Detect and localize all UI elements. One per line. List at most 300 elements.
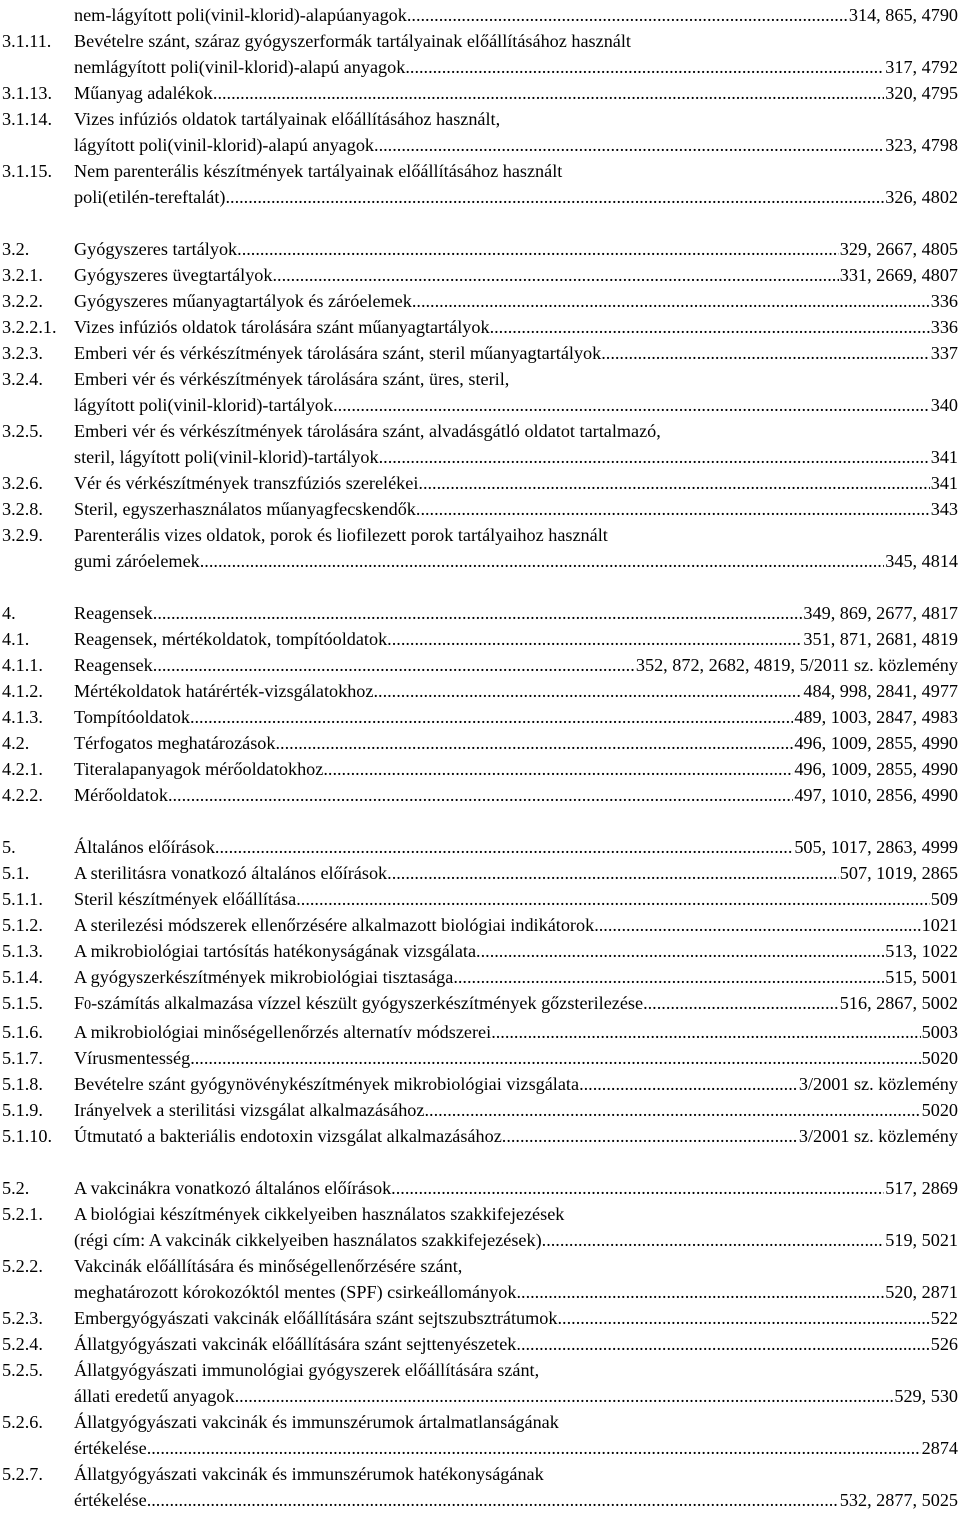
section-number: 5.2.4. — [2, 1334, 43, 1354]
entry-content — [74, 834, 958, 860]
section-title: nemlágyított poli(vinil-klorid)-alapú anyagok — [74, 57, 406, 77]
section-number: 5.1.9. — [2, 1100, 43, 1120]
toc-line — [2, 1357, 958, 1383]
toc-entry — [2, 340, 958, 366]
page-numbers: 516, 2867, 5002 — [839, 993, 958, 1013]
entry-content — [74, 80, 958, 106]
dot-leader — [147, 1487, 839, 1513]
section-title: (régi cím: A vakcinák cikkelyeiben használatos szakkifejezések) — [74, 1230, 542, 1250]
dot-leader — [200, 548, 885, 574]
dot-leader — [153, 652, 635, 678]
toc-entry — [2, 80, 958, 106]
entry-content — [74, 548, 958, 574]
dot-leader — [643, 990, 839, 1016]
section-number: 3.2.1. — [2, 265, 43, 285]
toc-line — [2, 730, 958, 756]
toc-line — [2, 756, 958, 782]
toc-line — [2, 1461, 958, 1487]
toc-line — [2, 1487, 958, 1513]
toc-entry — [2, 314, 958, 340]
toc-line — [2, 1435, 958, 1461]
toc-line — [2, 522, 958, 548]
dot-leader — [168, 782, 793, 808]
dot-leader — [476, 938, 884, 964]
section-number: 4.1.1. — [2, 655, 43, 675]
section-title: nem-lágyított poli(vinil-klorid)-alapúanyagok — [74, 5, 407, 25]
toc-line — [2, 886, 958, 912]
section-title: Vizes infúziós oldatok tartályainak előállításához használt, — [74, 109, 501, 129]
page-numbers: 517, 2869 — [885, 1178, 958, 1198]
section-title: Gyógyszeres üvegtartályok — [74, 265, 273, 285]
section-title: értékelése — [74, 1438, 147, 1458]
entry-content — [74, 340, 958, 366]
page-numbers: 314, 865, 4790 — [848, 5, 958, 25]
entry-content — [74, 964, 958, 990]
toc-entry — [2, 1357, 958, 1409]
toc-line — [2, 1045, 958, 1071]
toc-entry — [2, 756, 958, 782]
entry-content — [74, 132, 958, 158]
page-numbers: 341 — [930, 473, 958, 493]
section-number: 3.2.6. — [2, 473, 43, 493]
entry-content — [74, 626, 958, 652]
toc-line — [2, 340, 958, 366]
toc-entry — [2, 1071, 958, 1097]
toc-line — [2, 782, 958, 808]
page-numbers: 329, 2667, 4805 — [839, 239, 958, 259]
toc-entry — [2, 288, 958, 314]
toc-entry — [2, 782, 958, 808]
dot-leader — [418, 470, 929, 496]
toc-entry — [2, 912, 958, 938]
section-number: 4.2. — [2, 733, 30, 753]
entry-content — [74, 54, 958, 80]
section-title: Mérőoldatok — [74, 785, 168, 805]
section-number: 5.1.7. — [2, 1048, 43, 1068]
toc-line — [2, 392, 958, 418]
entry-content — [74, 2, 958, 28]
section-number: 5.2.2. — [2, 1256, 43, 1276]
section-title: steril, lágyított poli(vinil-klorid)-tartályok — [74, 447, 379, 467]
section-number: 3.1.13. — [2, 83, 53, 103]
toc-entry — [2, 28, 958, 80]
section-title: A mikrobiológiai tartósítás hatékonyságának vizsgálata — [74, 941, 477, 961]
toc-line — [2, 1071, 958, 1097]
section-title: gumi záróelemek — [74, 551, 200, 571]
section-number: 3.2.8. — [2, 499, 43, 519]
toc-line — [2, 990, 958, 1019]
toc-line — [2, 548, 958, 574]
toc-entry — [2, 1253, 958, 1305]
entry-content — [74, 444, 958, 470]
dot-leader — [516, 1331, 929, 1357]
entry-content — [74, 418, 958, 444]
section-number: 5.2.7. — [2, 1464, 43, 1484]
page-numbers: 513, 1022 — [885, 941, 958, 961]
toc-line — [2, 496, 958, 522]
page-numbers: 345, 4814 — [885, 551, 958, 571]
section-number: 5.2. — [2, 1178, 30, 1198]
entry-content — [74, 366, 958, 392]
section-title: Vizes infúziós oldatok tárolására szánt műanyagtartályok — [74, 317, 490, 337]
section-title: lágyított poli(vinil-klorid)-tartályok — [74, 395, 334, 415]
toc-entry — [2, 236, 958, 262]
entry-content — [74, 860, 958, 886]
toc-line — [2, 80, 958, 106]
section-title: Bevételre szánt gyógynövénykészítmények mikrobiológiai vizsgálata — [74, 1074, 580, 1094]
section-number: 5.2.3. — [2, 1308, 43, 1328]
section-title: A sterilitásra vonatkozó általános előírások — [74, 863, 388, 883]
toc-line — [2, 1305, 958, 1331]
toc-entry — [2, 1201, 958, 1253]
section-number: 4.1.2. — [2, 681, 43, 701]
section-title: Nem parenterális készítmények tartályainak előállításához használt — [74, 161, 563, 181]
entry-content — [74, 1175, 958, 1201]
page-numbers: 3/2001 sz. közlemény — [798, 1126, 958, 1146]
section-spacer — [2, 808, 958, 834]
toc-entry — [2, 522, 958, 574]
section-title: Gyógyszeres tartályok — [74, 239, 238, 259]
toc-entry — [2, 1461, 958, 1513]
section-number: 5.1.2. — [2, 915, 43, 935]
entry-content — [74, 522, 958, 548]
section-title: Reagensek — [74, 603, 153, 623]
section-title: Steril készítmények előállítása — [74, 889, 297, 909]
section-title: lágyított poli(vinil-klorid)-alapú anyagok — [74, 135, 375, 155]
page-numbers: 519, 5021 — [885, 1230, 958, 1250]
entry-content — [74, 782, 958, 808]
toc-line — [2, 1409, 958, 1435]
page-numbers: 532, 2877, 5025 — [839, 1490, 958, 1510]
section-spacer — [2, 1149, 958, 1175]
toc-entry — [2, 158, 958, 210]
section-title: Állatgyógyászati vakcinák és immunszérumok ártalmatlanságának — [74, 1412, 559, 1432]
toc-line — [2, 158, 958, 184]
toc-entry — [2, 1409, 958, 1461]
section-number: 4.2.2. — [2, 785, 43, 805]
section-title: értékelése — [74, 1490, 147, 1510]
section-number: 3.2.5. — [2, 421, 43, 441]
dot-leader — [276, 730, 794, 756]
page-numbers: 520, 2871 — [885, 1282, 958, 1302]
toc-entry — [2, 886, 958, 912]
entry-content — [74, 912, 958, 938]
page-numbers: 5003 — [921, 1022, 958, 1042]
section-number: 4. — [2, 603, 16, 623]
section-title: F — [74, 993, 85, 1013]
page-numbers: 331, 2669, 4807 — [839, 265, 958, 285]
entry-content — [74, 158, 958, 184]
section-title: Mértékoldatok határérték-vizsgálatokhoz — [74, 681, 374, 701]
section-number: 3.2.9. — [2, 525, 43, 545]
page-numbers: 323, 4798 — [885, 135, 958, 155]
page-numbers: 352, 872, 2682, 4819, 5/2011 sz. közlemény — [635, 655, 958, 675]
toc-line — [2, 366, 958, 392]
page-numbers: 526 — [930, 1334, 958, 1354]
section-title: Vírusmentesség — [74, 1048, 191, 1068]
page-numbers: 489, 1003, 2847, 4983 — [794, 707, 958, 727]
page-numbers: 337 — [930, 343, 958, 363]
page-numbers: 3/2001 sz. közlemény — [798, 1074, 958, 1094]
toc-line — [2, 1331, 958, 1357]
toc-entry — [2, 262, 958, 288]
entry-content — [74, 288, 958, 314]
section-title: Emberi vér és vérkészítmények tárolására szánt, üres, steril, — [74, 369, 510, 389]
section-title: Steril, egyszerhasználatos műanyagfecskendők — [74, 499, 416, 519]
dot-leader — [424, 1097, 920, 1123]
dot-leader — [579, 1071, 798, 1097]
dot-leader — [147, 1435, 921, 1461]
page-numbers: 484, 998, 2841, 4977 — [803, 681, 958, 701]
section-title: Reagensek, mértékoldatok, tompítóoldatok — [74, 629, 388, 649]
page-numbers: 326, 4802 — [885, 187, 958, 207]
page-numbers: 507, 1019, 2865 — [839, 863, 958, 883]
toc-line — [2, 28, 958, 54]
toc-line — [2, 938, 958, 964]
dot-leader — [323, 756, 793, 782]
entry-content — [74, 886, 958, 912]
toc-entry — [2, 964, 958, 990]
section-spacer — [2, 210, 958, 236]
section-title: Térfogatos meghatározások — [74, 733, 276, 753]
toc-line — [2, 1383, 958, 1409]
entry-content — [74, 1227, 958, 1253]
section-title: állati eredetű anyagok — [74, 1386, 235, 1406]
page-numbers: 496, 1009, 2855, 4990 — [794, 733, 958, 753]
dot-leader — [490, 314, 930, 340]
dot-leader — [453, 964, 884, 990]
section-title: Általános előírások — [74, 837, 215, 857]
entry-content — [74, 1019, 958, 1045]
entry-content — [74, 1331, 958, 1357]
page-numbers: 336 — [930, 291, 958, 311]
section-number: 4.1.3. — [2, 707, 43, 727]
toc-line — [2, 626, 958, 652]
toc-entry — [2, 678, 958, 704]
page-numbers: 317, 4792 — [885, 57, 958, 77]
dot-leader — [516, 1279, 884, 1305]
toc-line — [2, 54, 958, 80]
section-number: 3.1.11. — [2, 31, 52, 51]
entry-content — [74, 392, 958, 418]
toc-entry — [2, 834, 958, 860]
section-number: 5.1.8. — [2, 1074, 43, 1094]
section-title: meghatározott kórokozóktól mentes (SPF) csirkeállományok — [74, 1282, 517, 1302]
page-numbers: 2874 — [921, 1438, 958, 1458]
toc-line — [2, 288, 958, 314]
toc-line — [2, 1279, 958, 1305]
section-number: 4.2.1. — [2, 759, 43, 779]
section-title: Emberi vér és vérkészítmények tárolására szánt, steril műanyagtartályok — [74, 343, 602, 363]
page-numbers: 5020 — [921, 1048, 958, 1068]
page-numbers: 320, 4795 — [885, 83, 958, 103]
section-number: 5.1.1. — [2, 889, 43, 909]
section-title: A vakcinákra vonatkozó általános előírások — [74, 1178, 392, 1198]
dot-leader — [601, 340, 929, 366]
entry-content — [74, 756, 958, 782]
dot-leader — [333, 392, 930, 418]
toc-line — [2, 470, 958, 496]
toc-line — [2, 678, 958, 704]
dot-leader — [558, 1305, 930, 1331]
dot-leader — [190, 1045, 920, 1071]
toc-entry — [2, 1305, 958, 1331]
toc-entry — [2, 1175, 958, 1201]
entry-content — [74, 314, 958, 340]
dot-leader — [407, 2, 848, 28]
dot-leader — [594, 912, 920, 938]
section-title: Állatgyógyászati vakcinák előállítására szánt sejttenyészetek — [74, 1334, 517, 1354]
toc-entry — [2, 366, 958, 418]
entry-content — [74, 1461, 958, 1487]
entry-content — [74, 236, 958, 262]
entry-content — [74, 1487, 958, 1513]
toc-line — [2, 132, 958, 158]
page-numbers: 340 — [930, 395, 958, 415]
section-title: Bevételre szánt, száraz gyógyszerformák tartályainak előállításához használt — [74, 31, 631, 51]
page-numbers: 341 — [930, 447, 958, 467]
section-title: A sterilezési módszerek ellenőrzésére alkalmazott biológiai indikátorok — [74, 915, 595, 935]
page-numbers: 343 — [930, 499, 958, 519]
toc-line — [2, 2, 958, 28]
section-number: 5. — [2, 837, 16, 857]
page-numbers: 505, 1017, 2863, 4999 — [794, 837, 958, 857]
toc-entry — [2, 652, 958, 678]
dot-leader — [412, 288, 930, 314]
dot-leader — [502, 1123, 798, 1149]
toc-entry — [2, 1019, 958, 1045]
toc-line — [2, 184, 958, 210]
entry-content — [74, 1123, 958, 1149]
toc-line — [2, 1123, 958, 1149]
section-number: 3.2.4. — [2, 369, 43, 389]
section-title: A gyógyszerkészítmények mikrobiológiai tisztasága — [74, 967, 454, 987]
entry-content — [74, 1071, 958, 1097]
entry-content — [74, 106, 958, 132]
entry-content — [74, 730, 958, 756]
entry-content — [74, 652, 958, 678]
toc-line — [2, 652, 958, 678]
section-number: 3.1.14. — [2, 109, 53, 129]
toc-entry — [2, 626, 958, 652]
page-numbers: 515, 5001 — [885, 967, 958, 987]
section-title: Állatgyógyászati vakcinák és immunszérumok hatékonyságának — [74, 1464, 544, 1484]
section-number: 3.2. — [2, 239, 30, 259]
entry-content — [74, 496, 958, 522]
toc-entry — [2, 704, 958, 730]
entry-content — [74, 1253, 958, 1279]
section-title: A biológiai készítmények cikkelyeiben használatos szakkifejezések — [74, 1204, 565, 1224]
toc-line — [2, 1019, 958, 1045]
section-number: 5.1. — [2, 863, 30, 883]
toc-line — [2, 834, 958, 860]
toc-entry — [2, 730, 958, 756]
toc-entry — [2, 1123, 958, 1149]
entry-content — [74, 990, 958, 1019]
toc-entry — [2, 496, 958, 522]
toc-line — [2, 1227, 958, 1253]
entry-content — [74, 1201, 958, 1227]
dot-leader — [272, 262, 838, 288]
entry-content — [74, 470, 958, 496]
section-number: 3.1.15. — [2, 161, 53, 181]
entry-content — [74, 678, 958, 704]
dot-leader — [235, 1383, 894, 1409]
dot-leader — [373, 678, 802, 704]
entry-content — [74, 1435, 958, 1461]
section-spacer — [2, 574, 958, 600]
entry-content — [74, 1383, 958, 1409]
page-numbers: 496, 1009, 2855, 4990 — [794, 759, 958, 779]
dot-leader — [374, 132, 884, 158]
section-number: 5.1.10. — [2, 1126, 53, 1146]
toc-line — [2, 106, 958, 132]
section-title: Vakcinák előállítására és minőségellenőrzésére szánt, — [74, 1256, 463, 1276]
dot-leader — [237, 236, 839, 262]
dot-leader — [225, 184, 884, 210]
entry-content — [74, 1357, 958, 1383]
dot-leader — [387, 860, 839, 886]
section-title: Irányelvek a sterilitási vizsgálat alkalmazásához — [74, 1100, 425, 1120]
section-number: 5.1.5. — [2, 993, 43, 1013]
page-numbers: 509 — [930, 889, 958, 909]
entry-content — [74, 1305, 958, 1331]
toc-line — [2, 444, 958, 470]
page-numbers: 5020 — [921, 1100, 958, 1120]
section-number: 5.1.3. — [2, 941, 43, 961]
dot-leader — [416, 496, 930, 522]
dot-leader — [405, 54, 884, 80]
toc-entry — [2, 860, 958, 886]
entry-content — [74, 1045, 958, 1071]
section-title: Emberi vér és vérkészítmények tárolására szánt, alvadásgátló oldatot tartalmazó, — [74, 421, 661, 441]
toc-entry — [2, 990, 958, 1019]
section-title: Parenterális vizes oldatok, porok és liofilezett porok tartályaihoz használt — [74, 525, 608, 545]
toc-entry — [2, 470, 958, 496]
page-numbers: 522 — [930, 1308, 958, 1328]
section-title: Tompítóoldatok — [74, 707, 190, 727]
entry-content — [74, 704, 958, 730]
dot-leader — [213, 80, 884, 106]
entry-content — [74, 1279, 958, 1305]
page-numbers: 529, 530 — [894, 1386, 958, 1406]
section-number: 3.2.2. — [2, 291, 43, 311]
toc-line — [2, 964, 958, 990]
dot-leader — [391, 1175, 884, 1201]
section-title: Reagensek — [74, 655, 153, 675]
toc-entry — [2, 106, 958, 158]
dot-leader — [190, 704, 793, 730]
toc-line — [2, 912, 958, 938]
section-title-tail: -számítás alkalmazása vízzel készült gyógyszerkészítmények gőzsterilezése — [91, 993, 644, 1013]
dot-leader — [153, 600, 803, 626]
section-title: Műanyag adalékok — [74, 83, 213, 103]
dot-leader — [379, 444, 930, 470]
toc-line — [2, 1201, 958, 1227]
toc-line — [2, 236, 958, 262]
dot-leader — [215, 834, 793, 860]
page-numbers: 349, 869, 2677, 4817 — [803, 603, 958, 623]
toc-line — [2, 262, 958, 288]
entry-content — [74, 1097, 958, 1123]
section-title: Vér és vérkészítmények transzfúziós szerelékei — [74, 473, 419, 493]
section-title: Embergyógyászati vakcinák előállítására szánt sejtszubsztrátumok — [74, 1308, 558, 1328]
toc-line — [2, 860, 958, 886]
toc-line — [2, 1097, 958, 1123]
section-number: 5.1.4. — [2, 967, 43, 987]
section-title: Gyógyszeres műanyagtartályok és záróelemek — [74, 291, 412, 311]
dot-leader — [491, 1019, 920, 1045]
